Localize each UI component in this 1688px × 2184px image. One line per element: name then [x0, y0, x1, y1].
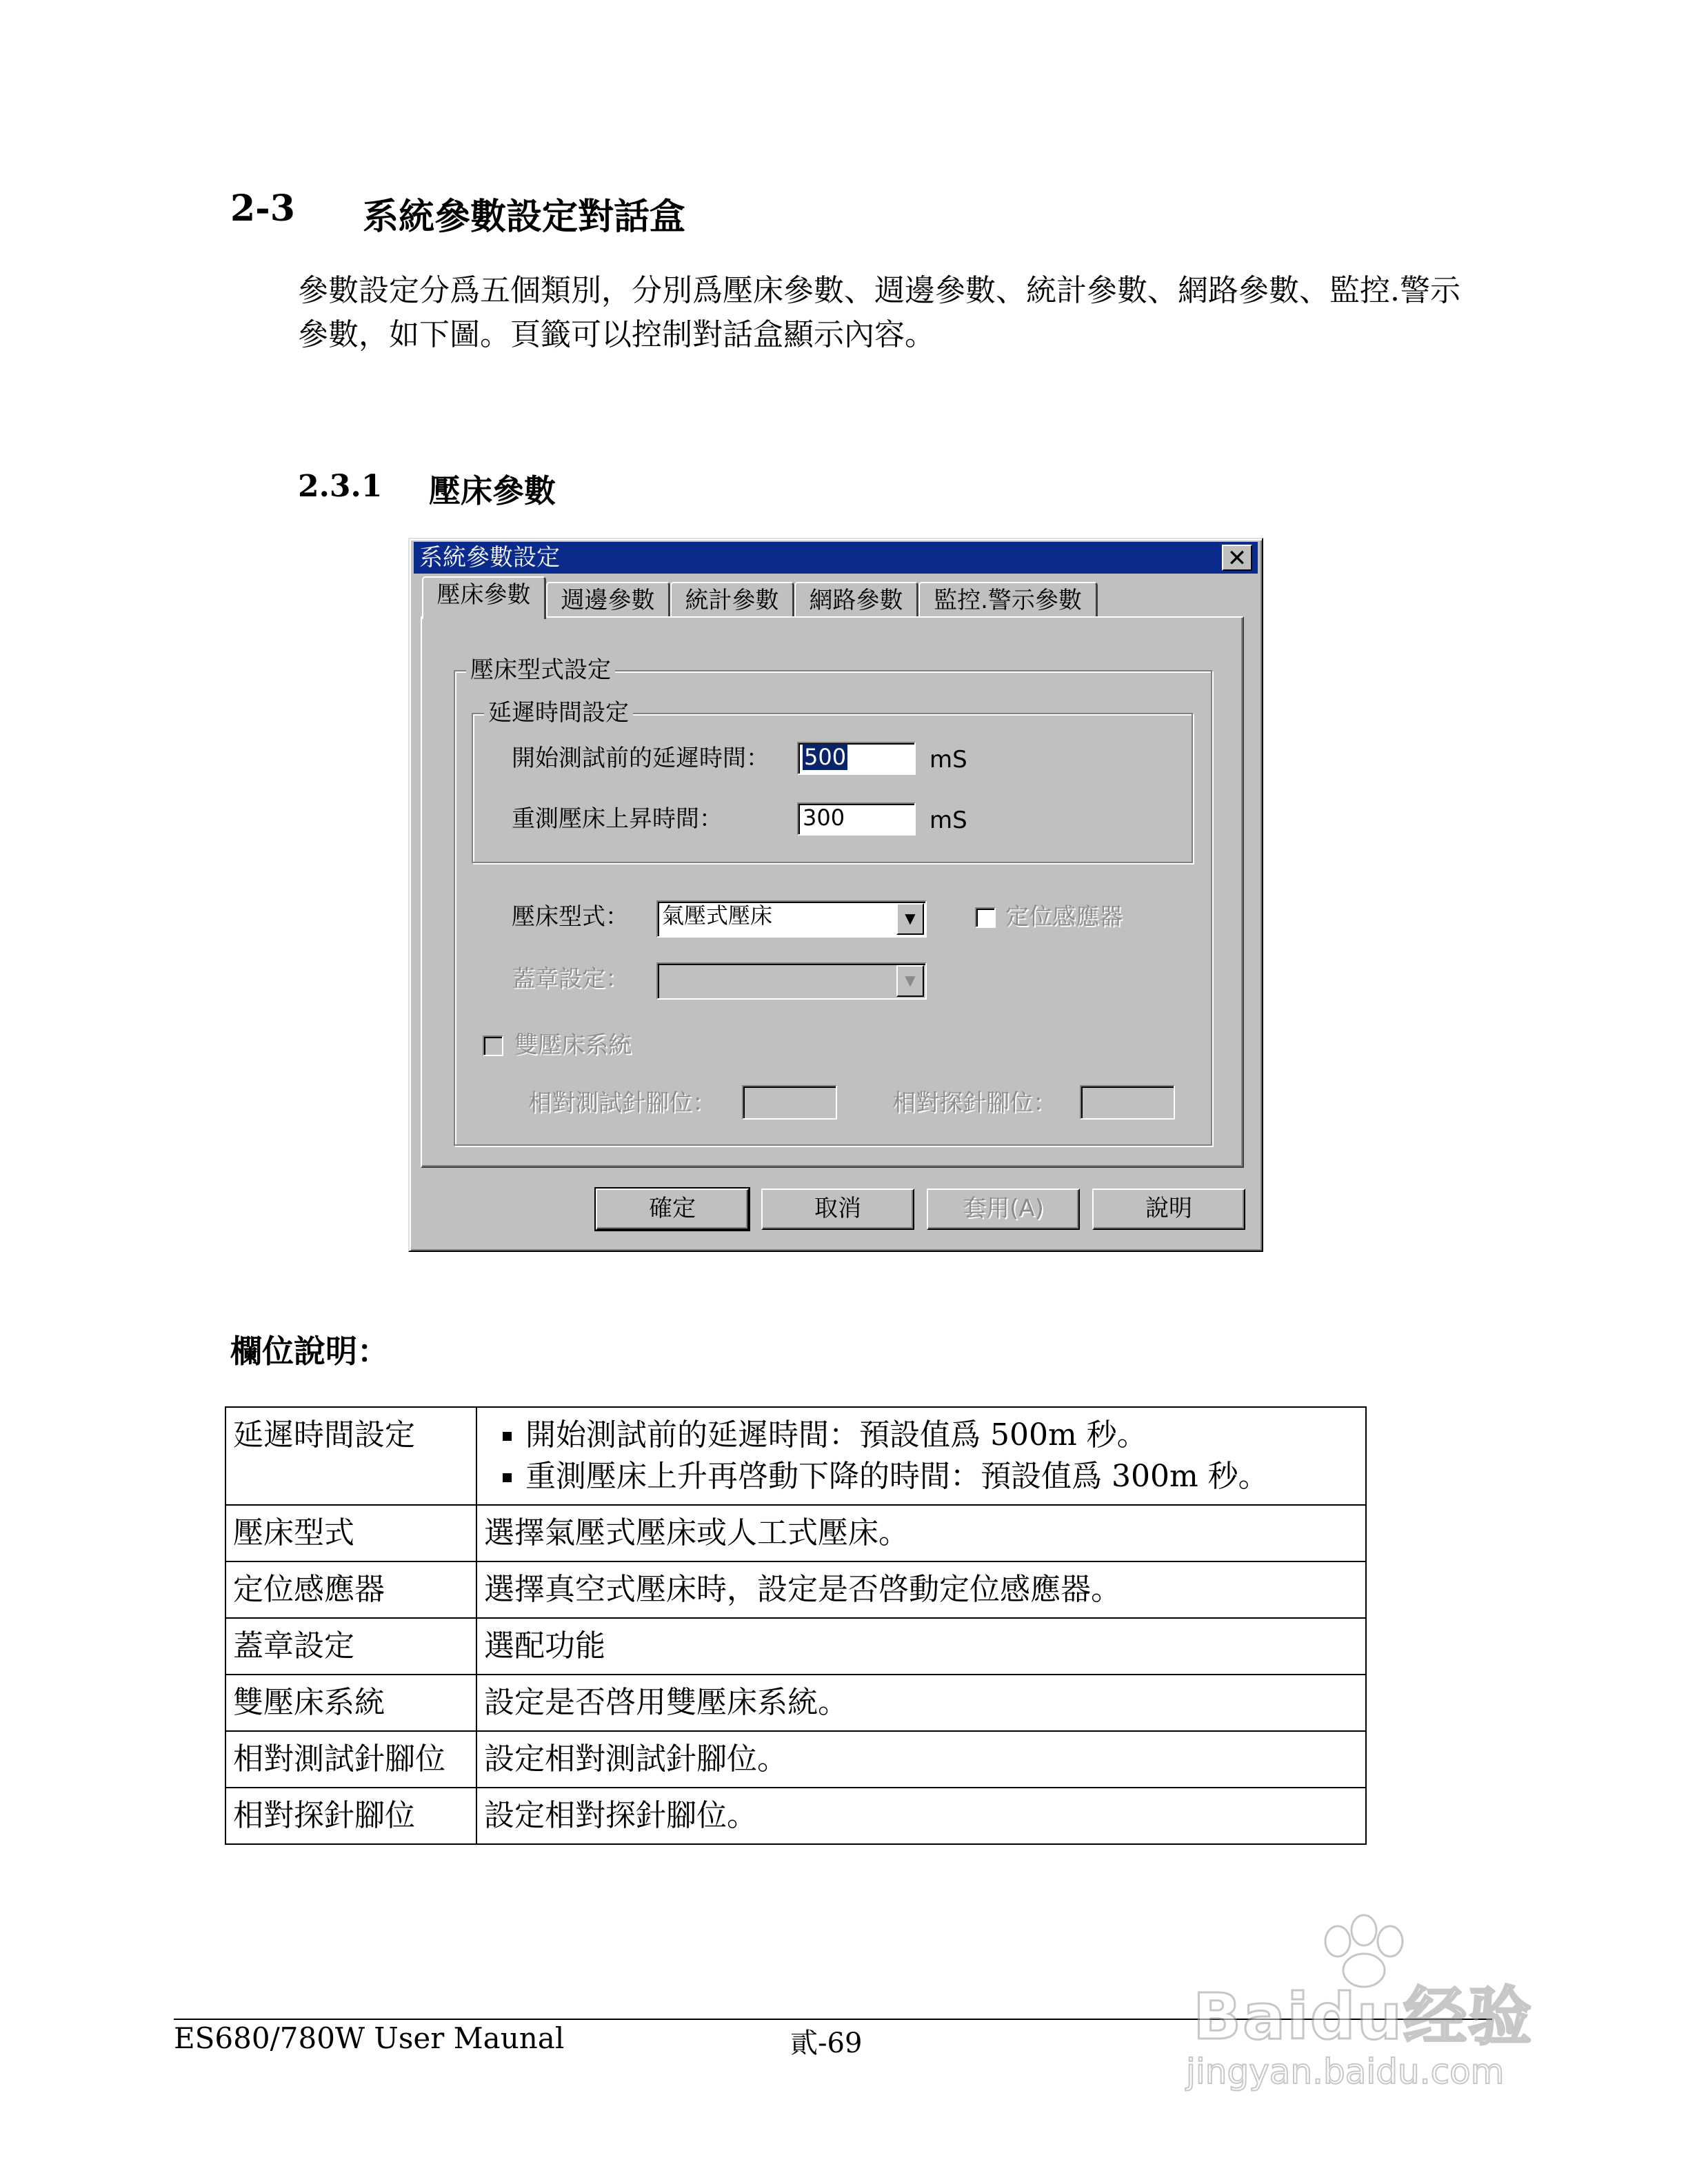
fields-heading: 欄位說明：: [230, 1333, 389, 1370]
dual-press-label: 雙壓床系統: [514, 1031, 632, 1059]
retest-rise-label: 重測壓床上昇時間：: [512, 805, 723, 833]
list-item: ▪ 重測壓床上升再啓動下降的時間：預設值爲 300m 秒。: [525, 1456, 1358, 1497]
field-name: 相對探針腳位: [225, 1788, 476, 1844]
field-name: 壓床型式: [225, 1505, 476, 1561]
intro-paragraph: 參數設定分爲五個類別，分別爲壓床參數、週邊參數、統計參數、網路參數、監控.警示參數，如下圖。頁籤可以控制對話盒顯示內容。: [298, 273, 1460, 352]
bullet-list: [484, 1415, 1358, 1497]
subsection-title: 壓床參數: [429, 472, 556, 509]
chevron-down-icon[interactable]: ▼: [896, 903, 924, 935]
section-title: 系統參數設定對話盒: [363, 196, 686, 238]
ok-button[interactable]: 確定: [596, 1189, 749, 1230]
tab-monitor-alarm-params[interactable]: 監控.警示參數: [918, 582, 1098, 618]
watermark-brand: Baidu经验: [1193, 1980, 1534, 2054]
delay-before-test-label: 開始測試前的延遲時間：: [512, 745, 770, 772]
help-button[interactable]: 說明: [1092, 1189, 1245, 1230]
table-row: [225, 1407, 1366, 1505]
table-row: [225, 1731, 1366, 1788]
delay-group-label: 延遲時間設定: [484, 699, 633, 727]
relative-test-pin-label: 相對測試針腳位：: [528, 1089, 716, 1117]
delay-before-test-input[interactable]: [797, 742, 916, 775]
field-description: 選擇真空式壓床時，設定是否啓動定位感應器。: [476, 1561, 1366, 1618]
watermark-url: jingyan.baidu.com: [1186, 2052, 1505, 2092]
cancel-button[interactable]: 取消: [761, 1189, 914, 1230]
relative-test-pin-input[interactable]: [742, 1085, 837, 1120]
tab-statistics-params[interactable]: 統計參數: [670, 582, 794, 618]
field-name: 雙壓床系統: [225, 1675, 476, 1731]
press-type-select[interactable]: [656, 900, 927, 938]
list-item: ▪ 開始測試前的延遲時間：預設值爲 500m 秒。: [525, 1415, 1358, 1456]
field-description: 選配功能: [476, 1618, 1366, 1675]
field-name: 相對測試針腳位: [225, 1731, 476, 1788]
retest-rise-unit: mS: [930, 807, 967, 834]
field-description: [476, 1407, 1366, 1505]
stamp-setting-select[interactable]: [656, 962, 927, 1000]
table-row: [225, 1505, 1366, 1561]
table-row: [225, 1561, 1366, 1618]
press-type-value: 氣壓式壓床: [662, 902, 773, 929]
field-name: 蓋章設定: [225, 1618, 476, 1675]
dialog-titlebar: [414, 542, 1258, 574]
table-row: [225, 1788, 1366, 1844]
field-description: 設定相對測試針腳位。: [476, 1731, 1366, 1788]
apply-button[interactable]: 套用(A): [927, 1189, 1080, 1230]
relative-probe-pin-label: 相對探針腳位：: [892, 1089, 1056, 1117]
delay-groupbox: [472, 713, 1193, 863]
retest-rise-input[interactable]: 300: [797, 802, 916, 836]
position-sensor-label: 定位感應器: [1005, 903, 1123, 931]
close-icon[interactable]: ✕: [1222, 545, 1252, 571]
press-type-group-label: 壓床型式設定: [466, 656, 615, 684]
field-description-table: [225, 1406, 1367, 1845]
baidu-watermark: [1179, 1910, 1579, 2092]
system-parameter-dialog: [408, 538, 1263, 1252]
field-name: 定位感應器: [225, 1561, 476, 1618]
tab-network-params[interactable]: 網路參數: [794, 582, 918, 618]
chevron-down-icon[interactable]: ▼: [896, 965, 924, 997]
subsection-number: 2.3.1: [298, 469, 383, 504]
table-row: [225, 1675, 1366, 1731]
delay-before-test-value: 500: [804, 744, 847, 770]
footer-page-number: 貳-69: [790, 2028, 863, 2059]
tab-peripheral-params[interactable]: 週邊參數: [546, 582, 670, 618]
section-number: 2-3: [230, 188, 295, 230]
press-type-label: 壓床型式：: [512, 903, 629, 931]
table-row: [225, 1618, 1366, 1675]
tab-press-params[interactable]: 壓床參數: [422, 576, 546, 619]
stamp-setting-label: 蓋章設定：: [512, 965, 629, 993]
delay-before-test-unit: mS: [930, 746, 967, 774]
field-description: 選擇氣壓式壓床或人工式壓床。: [476, 1505, 1366, 1561]
field-description: 設定是否啓用雙壓床系統。: [476, 1675, 1366, 1731]
field-description: 設定相對探針腳位。: [476, 1788, 1366, 1844]
dual-press-checkbox[interactable]: [483, 1035, 503, 1056]
field-name: 延遲時間設定: [225, 1407, 476, 1505]
tab-panel: [421, 616, 1244, 1168]
relative-probe-pin-input[interactable]: [1080, 1085, 1175, 1120]
dialog-title: 系統參數設定: [419, 544, 560, 572]
footer-manual-name: ES680/780W User Maunal: [174, 2021, 565, 2055]
position-sensor-checkbox[interactable]: [975, 907, 996, 928]
